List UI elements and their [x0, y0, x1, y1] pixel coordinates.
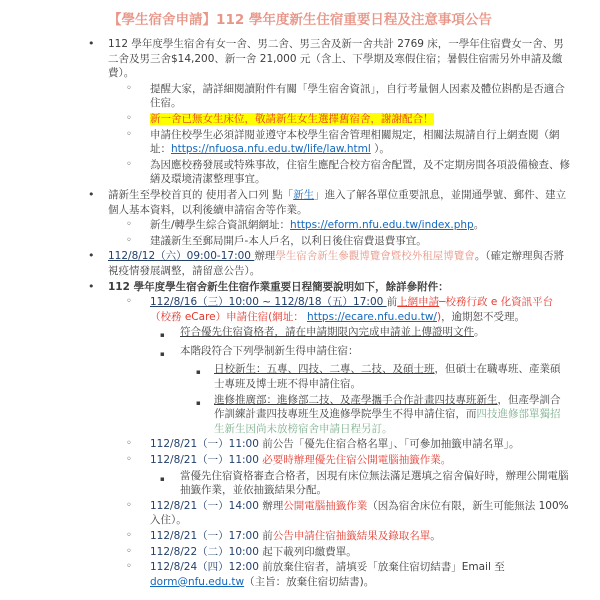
item-text	[180, 325, 570, 343]
bullet-icon: •	[88, 187, 95, 201]
text-run: （因為宿舍床位有限，新生可能無法 100%入住）。	[150, 499, 569, 527]
list-item	[126, 545, 570, 560]
text-run: （主旨：放棄住宿切結書)。	[244, 575, 375, 588]
text-run: 」進入了解各單位重要訊息，並開通學號、郵件、建立個人基本資料，以利後續申請宿舍等作業。	[108, 188, 567, 216]
text-run: 提醒大家，請詳細閱讀附件有關「學生宿舍資訊」，自行考量個人因素及體位斟酌是否適合住宿。	[150, 82, 565, 110]
item-text	[214, 393, 570, 437]
bullet-icon: ◦	[126, 234, 132, 246]
item-text	[150, 82, 570, 111]
bullet-icon: ◦	[126, 530, 132, 541]
item-text	[150, 529, 570, 544]
text-run: 四技進修部單獨招生新生因尚未放榜宿舍申請日程另訂。	[214, 408, 561, 435]
text-run: 。	[430, 530, 441, 542]
text-run: 前放棄住宿者，請填妥「放棄住宿切結書」Email 至	[262, 561, 505, 574]
text-run: 112/8/21（一）14:00	[150, 499, 263, 512]
list-item	[126, 437, 570, 452]
list-item	[160, 344, 570, 362]
list-item	[126, 112, 570, 127]
bullet-icon: ◦	[126, 128, 132, 140]
text-run: 112/8/16（三）10:00 ~ 112/8/18（五）17:00	[150, 296, 387, 309]
text-run: 112/8/24（四）12:00	[150, 561, 263, 574]
text-run: 日校新生：五專、四技、二專、二技、及碩士班	[214, 363, 435, 376]
bullet-icon: •	[88, 249, 95, 263]
text-run: 請新生至學校首頁的 使用者入口列 點「	[108, 188, 294, 201]
text-run: 新一舍已無女生床位，敬請新生女生選擇舊宿舍，謝謝配合！	[150, 112, 434, 125]
item-text	[150, 453, 570, 468]
item-text	[150, 112, 570, 127]
bullet-icon: ◦	[126, 561, 132, 573]
list-item	[126, 234, 570, 249]
list-item	[126, 560, 570, 589]
list-item	[126, 499, 570, 528]
hyperlink[interactable]: https://ecare.nfu.edu.tw/	[307, 310, 437, 323]
text-run: ，逾期恕不受理。	[441, 310, 526, 323]
text-run: 112/8/21（一）11:00	[150, 454, 263, 467]
bullet-icon: ◦	[126, 112, 132, 124]
text-run: 當優先住宿資格審查合格者，因現有床位無法滿足選填之宿舍偏好時，辦理公開電腦抽籤作業，並依抽籤結果分配。	[180, 469, 569, 497]
hyperlink[interactable]: 新生	[293, 188, 315, 201]
bullet-icon: ▪	[160, 474, 165, 483]
text-run: 辦理	[254, 250, 276, 263]
list-item	[126, 218, 570, 233]
list-item	[88, 37, 570, 81]
text-run: 。	[474, 326, 485, 339]
bullet-icon: •	[88, 279, 95, 293]
page-title: 【學生宿舍申請】112 學年度新生住宿重要日程及注意事項公告	[108, 12, 492, 28]
text-run: )	[436, 310, 442, 323]
item-text	[150, 128, 570, 157]
list-item	[196, 393, 570, 437]
item-text	[180, 344, 570, 362]
text-run: ，但碩士在職專班、產業碩士專班及博士班不得申請住宿。	[214, 363, 561, 391]
list-item	[126, 128, 570, 157]
bullet-icon: ◦	[126, 499, 132, 511]
announcement-list	[0, 37, 600, 589]
item-text	[150, 560, 570, 589]
text-run: ，但產學訓合作訓練計畫四技專班生及進修學院學生不得申請住宿，而	[214, 393, 561, 421]
text-run: 前公告「優先住宿合格名單」、「可參加抽籤申請名單」。	[262, 438, 520, 451]
text-run: 112 學年度學生宿舍新生住宿作業重要日程簡要說明如下，餘詳參附件：	[108, 280, 449, 293]
bullet-icon: ◦	[126, 438, 132, 450]
bullet-icon: ◦	[126, 158, 132, 170]
text-run: 112 學年度學生宿舍有女一舍、男二舍、男三舍及新一舍共計 2769 床，一學年住宿費女一舍、男二舍及男三舍$14,200、新一舍 21,000 元（含上、下學期及寒假住宿；暑假住宿需另外申請及繳費）。	[108, 38, 564, 80]
bullet-icon: ◦	[126, 82, 132, 94]
list-item	[126, 158, 570, 187]
item-text	[150, 437, 570, 452]
item-text	[180, 469, 570, 498]
item-text	[150, 234, 570, 249]
item-text	[108, 188, 570, 217]
bullet-icon: ◦	[126, 454, 132, 466]
item-text	[150, 499, 570, 528]
list-item	[126, 453, 570, 468]
list-item	[126, 529, 570, 544]
text-run: 建議新生至郵局開戶-本人戶名，以利日後住宿費退費事宜。	[150, 234, 427, 247]
bullet-icon: ▪	[196, 368, 201, 377]
bullet-icon: ▪	[196, 398, 201, 407]
text-run: 公開電腦抽籤作業	[283, 499, 368, 512]
bullet-icon: ◦	[126, 219, 132, 231]
text-run: 學生宿舍新生參觀博覽會暨校外租屋博覽會	[275, 250, 475, 263]
text-run: 申請住校學生必須詳閱並遵守本校學生宿舍管理相關規定，相關法規請自行上網查閱（網址：	[150, 128, 560, 156]
text-run: 符合優先住宿資格者，請在申請期限內完成申請並上傳證明文件	[180, 326, 474, 339]
text-run: 112/8/12（六）09:00-17:00	[108, 250, 255, 263]
bullet-icon: •	[88, 37, 95, 50]
text-run: 112/8/21（一）17:00	[150, 530, 263, 542]
list-item	[160, 325, 570, 343]
list-item	[160, 469, 570, 498]
item-text	[150, 545, 570, 560]
hyperlink[interactable]: https://eform.nfu.edu.tw/index.php	[290, 219, 474, 232]
text-run: 為因應校務發展或特殊事故，住宿生應配合校方宿舍配置，及不定期房間各項設備檢查、修繕及環境清潔整理事宜。	[150, 158, 570, 186]
item-text	[214, 362, 570, 391]
item-text	[150, 295, 570, 324]
bullet-icon: ▪	[160, 349, 165, 358]
item-text	[150, 218, 570, 233]
list-item	[88, 188, 570, 217]
text-run: 必要時辦理優先住宿公開電腦抽籤作業。	[262, 454, 452, 467]
bullet-icon: ◦	[126, 545, 132, 557]
text-run: 起下載列印繳費單。	[262, 545, 357, 558]
text-run: 進修推廣部：進修部二技、及產學攜手合作計畫四技專班新生	[214, 393, 498, 406]
hyperlink[interactable]: dorm@nfu.edu.tw	[150, 575, 245, 588]
text-run: 辦理	[262, 499, 284, 512]
text-run: 上網申請	[397, 296, 440, 309]
text-run: ）。	[370, 143, 390, 156]
hyperlink[interactable]: https://nfuosa.nfu.edu.tw/life/law.html	[171, 143, 371, 156]
item-text	[150, 158, 570, 187]
list-item	[126, 82, 570, 111]
bullet-icon: ◦	[126, 296, 132, 308]
list-item	[88, 249, 570, 278]
list-item	[88, 280, 570, 295]
text-run: 公告申請住宿抽籤結果及錄取名單	[272, 530, 431, 542]
text-run: 新生/轉學生綜合資訊網網址：	[150, 219, 291, 232]
text-run: 112/8/22（二）10:00	[150, 545, 263, 558]
text-run: 本階段符合下列學制新生得申請住宿：	[180, 344, 359, 357]
text-run: ─校務行政 e 化資訊平台（校務 eCare）申請住宿(網址：	[150, 296, 554, 323]
list-item	[196, 362, 570, 391]
item-text	[108, 249, 570, 278]
bullet-icon: ▪	[160, 331, 165, 340]
text-run: 前	[386, 296, 398, 309]
list-item	[126, 295, 570, 324]
item-text	[108, 37, 570, 81]
text-run: 前	[262, 530, 273, 542]
text-run: 112/8/21（一）11:00	[150, 438, 263, 451]
item-text	[108, 280, 570, 295]
text-run: 。（確定辦理與否將視疫情發展調整，請留意公告）。	[108, 250, 565, 277]
text-run: 。	[473, 219, 485, 232]
